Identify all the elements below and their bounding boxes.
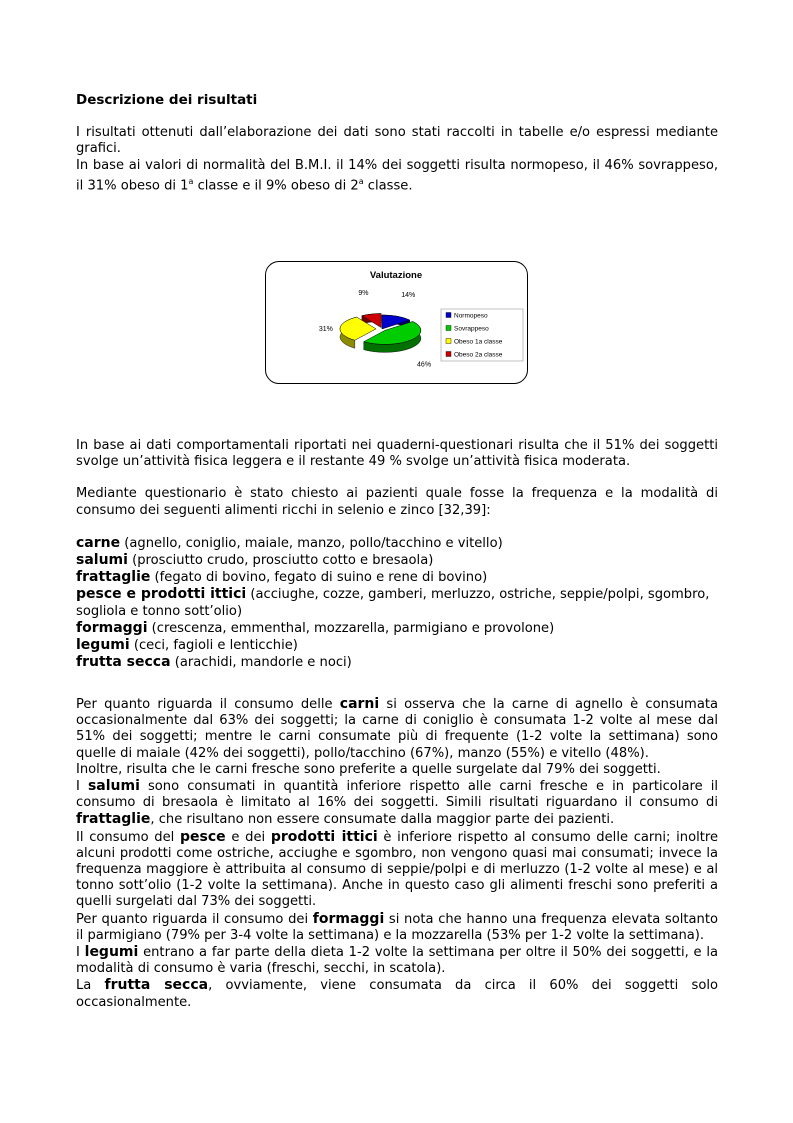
intro-text: classe. (363, 178, 413, 194)
intro-text: classe e il 9% obeso di 2 (193, 178, 359, 194)
intro-paragraph-2 (76, 158, 718, 195)
food-list-item (76, 620, 718, 637)
pesce-paragraph (76, 829, 718, 911)
intro-text: In base ai valori di normalità del B.M.I. il 14% dei soggetti risulta normopeso, il 46% sovrappeso, il 31% obeso di 1 (76, 157, 718, 194)
fresche-paragraph: Inoltre, risulta che le carni fresche sono preferite a quelle surgelate dal 79% dei soggetti. (76, 761, 661, 777)
food-description: (fegato di bovino, fegato di suino e rene di bovino) (150, 570, 488, 586)
section-heading: Descrizione dei risultati (76, 92, 258, 108)
pie-chart (265, 261, 528, 384)
bold-term: formaggi (312, 910, 385, 927)
intro-section (76, 92, 718, 194)
bold-term: legumi (84, 944, 139, 961)
food-description: (arachidi, mandorle e noci) (170, 655, 352, 671)
food-description: (ceci, fagioli e lenticchie) (129, 638, 298, 654)
pie-data-label: 46% (417, 361, 432, 369)
food-list-item (76, 654, 718, 671)
chart-title: Valutazione (369, 270, 423, 281)
food-name: formaggi (76, 619, 148, 636)
intro-paragraph-1: I risultati ottenuti dall’elaborazione dei dati sono stati raccolti in tabelle e/o espressi mediante grafici. (76, 125, 718, 157)
bold-term: pesce (180, 828, 226, 845)
bold-term: salumi (87, 778, 140, 795)
text: si nota che hanno una frequenza elevata soltanto il parmigiano (79% per 3-4 volte la settimana) e la mozzarella (53% per 1-2 volte la settimana). (76, 911, 718, 943)
formaggi-paragraph (76, 911, 718, 944)
pie-data-label: 9% (358, 289, 369, 297)
legend-swatch (446, 326, 451, 331)
text: entrano a far parte della dieta 1-2 volte la settimana per oltre il 50% dei soggetti, e la modalità di consumo è varia (freschi, secchi, in scatola). (76, 945, 718, 977)
food-name: frattaglie (76, 569, 151, 586)
food-description: (prosciutto crudo, prosciutto cotto e bresaola) (127, 553, 434, 569)
bold-term: prodotti ittici (270, 828, 378, 845)
food-name: frutta secca (76, 654, 171, 671)
salumi-paragraph (76, 778, 718, 829)
food-name: legumi (76, 637, 130, 654)
pie-data-label: 31% (318, 325, 333, 333)
text: Per quanto riguarda il consumo dei (76, 911, 313, 927)
text: , ovviamente, viene consumata da circa il 60% dei soggetti solo occasionalmente. (76, 978, 718, 1010)
legend-entry: Obeso 2a classe (454, 351, 503, 359)
legend-swatch (446, 313, 451, 318)
superscript: a (358, 176, 364, 186)
food-list-item (76, 535, 718, 552)
text: I (76, 945, 85, 961)
activity-section (76, 438, 718, 671)
text: Il consumo del (76, 829, 181, 845)
food-description: (acciughe, cozze, gamberi, merluzzo, ostriche, seppie/polpi, sgombro, sogliola e tonno sott’olio) (76, 587, 710, 619)
food-name: carne (76, 534, 121, 551)
pie-data-label: 14% (401, 292, 416, 300)
food-list-item (76, 552, 718, 569)
legend-entry: Sovrappeso (454, 325, 489, 333)
bold-term: frutta secca (104, 977, 209, 994)
food-description: (agnello, coniglio, maiale, manzo, pollo/tacchino e vitello) (120, 535, 503, 551)
text: si osserva che la carne di agnello è consumata occasionalmente dal 63% dei soggetti; la carne di coniglio è consumata 1-2 volte al mese dal 51% dei soggetti; mentre le carni consumate più di frequente (1-2 volte la settimana) sono quelle di maiale (42% dei soggetti), pollo/tacchino (67%), manzo (55%) e vitello (48%). (76, 697, 718, 761)
bold-term: carni (339, 696, 380, 712)
food-list-item (76, 586, 718, 619)
legend-swatch (446, 352, 451, 357)
food-list-item (76, 569, 718, 586)
food-name: salumi (76, 552, 128, 569)
pie-chart-svg (266, 262, 527, 383)
food-name: pesce e prodotti ittici (76, 586, 247, 603)
legend-swatch (446, 339, 451, 344)
carni-paragraph (76, 696, 718, 762)
text: , che risultano non essere consumate dalla maggior parte dei pazienti. (150, 812, 615, 828)
text: La (76, 978, 105, 994)
food-list-item (76, 637, 718, 654)
text: I (76, 779, 88, 795)
text: è inferiore rispetto al consumo delle carni; inoltre alcuni prodotti come ostriche, acciughe e sgombro, non vengono quasi mai consumati; invece la frequenza maggiore è attribuita al consumo di seppie/polpi e di merluzzo (1-2 volte al mese) e al tonno sott’olio (1-2 volte la settimana). Anche in questo caso gli alimenti freschi sono preferiti a quelli surgelati dal 73% dei soggetti. (76, 829, 719, 910)
questionnaire-paragraph: Mediante questionario è stato chiesto ai pazienti quale fosse la frequenza e la modalità di consumo dei seguenti alimenti ricchi in selenio e zinco [32,39]: (76, 486, 718, 518)
legend-entry: Normopeso (454, 312, 488, 320)
food-description: (crescenza, emmenthal, mozzarella, parmigiano e provolone) (147, 620, 555, 636)
legend-entry: Obeso 1a classe (454, 338, 503, 346)
legumi-paragraph (76, 944, 718, 977)
bold-term: frattaglie (76, 811, 151, 828)
superscript: a (188, 176, 194, 186)
text: e dei (225, 829, 271, 845)
results-section (76, 696, 718, 1011)
activity-paragraph: In base ai dati comportamentali riportati nei quaderni-questionari risulta che il 51% dei soggetti svolge un’attività fisica leggera e il restante 49 % svolge un’attività fisica moderata. (76, 438, 718, 470)
frutta-paragraph (76, 977, 718, 1010)
text: sono consumati in quantità inferiore rispetto alle carni fresche e in particolare il consumo di bresaola è limitato al 16% dei soggetti. Simili risultati riguardano il consumo di (76, 779, 718, 811)
text: Per quanto riguarda il consumo delle (76, 697, 340, 712)
food-list (76, 535, 718, 672)
